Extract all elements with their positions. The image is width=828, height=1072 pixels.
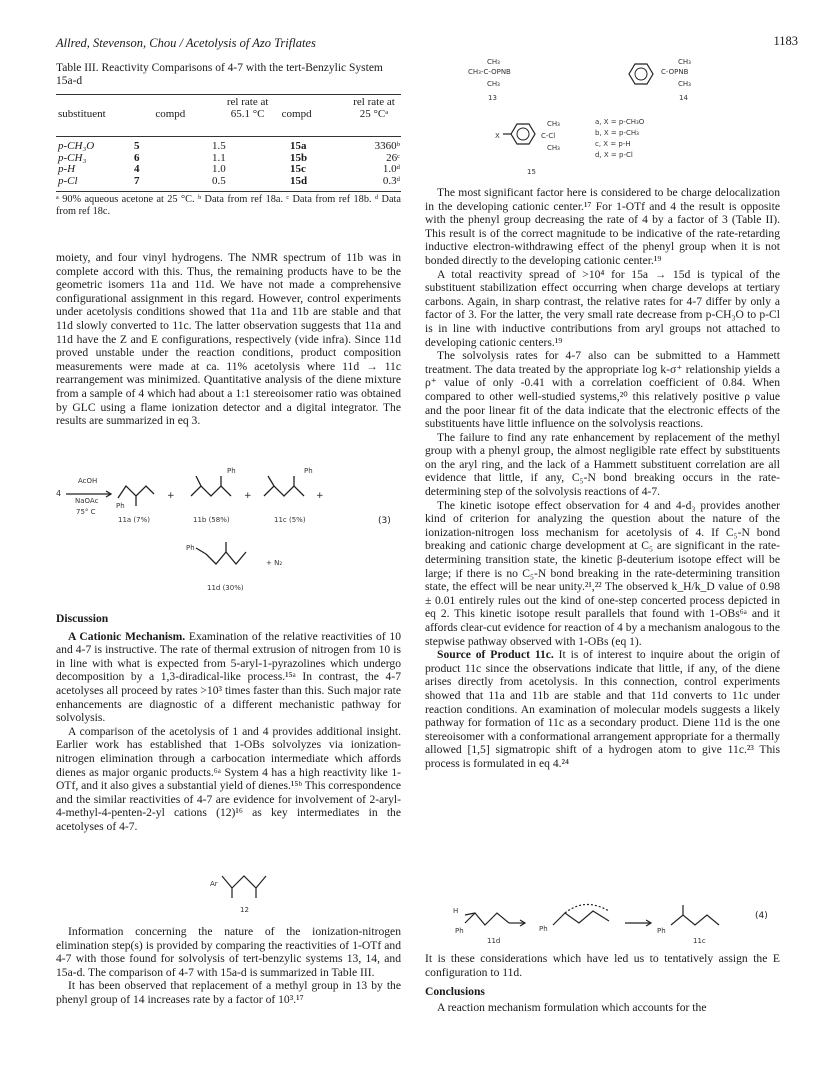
eq3-structures-svg [56,464,401,604]
benzene-ring-15 [503,118,543,148]
eq3-ph-11a: Ph [116,502,125,510]
cationic-paragraph: A Cationic Mechanism. Examination of the relative reactivities of 10 and 4-7 is instructive. The rate of thermal extrusion of nitrogen from 10 is in line with what is expected from 5-aryl-1-pyrazolines which undergo decomposition by a 1,3-diradical-like process.¹⁵ᵃ In contrast, the 4-7 acetolyses all proceed by rates >10³ times faster than this. Such major rate enhancements are diagnostic of a different mechanistic pathway for solvolysis. [56,629,402,725]
eq3-n2: + N₂ [266,559,283,567]
col-compd2: compd [281,107,312,120]
eq4-ph-11d: Ph [455,927,464,935]
equation-4 [425,893,780,953]
eq3-start: 4 [56,489,62,498]
structure-12-svg [210,858,290,918]
structure-13-label: 13 [488,94,497,102]
eq3-ph-11b: Ph [227,467,236,475]
equation-3 [56,464,401,604]
label-11b: 11b (58%) [193,516,230,524]
col-compd: compd [155,107,186,120]
plus-sign: + [167,491,175,501]
right-col-text: The most significant factor here is considered to be charge delocalization in the developing cationic center.¹⁷ For 1-OTf and 4 the result is opposite with the phenyl group decreasing the rate of 4 by a factor of 3 (Table II). This result is of the correct magnitude to be indicative of the rate-retarding inductive electron-withdrawing effect of the phenyl group when it is not bonded directly to the developing cationic center.¹⁹ A total reactivity spread of >10⁴ for 15a → 15d is typical of the substituent stabilization effect occurring when charge develops at tertiary carbons. Again, in sharp contrast, the relative rates for 4-7 differ by only a factor of 3. For the latter, the very small rate decrease from p-CH₃O to p-Cl is in line with inductive contributions from aryl groups not attached to developing cationic centers.¹⁹ The solvolysis rates for 4-7 also can be submitted to a Hammett treatment. The data treated by the appropriate log k-σ⁺ relationship yields a ρ⁺ value of only -0.41 with a correlation coefficient of 0.84. When compared to other well-studied systems,²⁰ this relatively positive ρ value and the poor linear fit of the data indicate that the electronic effects of the substituents have little influence on the solvolysis reactions. The failure to find any rate enhancement by replacement of the methyl group with a phenyl group, the almost negligible rate effect by substituents on the aryl ring, and the lack of a Hammett substituent correlation are all evidence that little, if any, C₅-N bond breaking occurs in the rate-determining step of the solvolysis reactions of 4-7. The kinetic isotope effect observation for 4 and 4-d₃ provides another kind of criterion for analyzing the question about the nature of the ionization-nitrogen loss mechanism for acetolysis of 4. If C₅-N bond breaking and cationic charge development at C₅ are significant in the rate-determining transition state, the kinetic β-deuterium isotope effect will be large; if there is no C₅-N bond breaking in the rate-determining transition state, the effect will be near unity.²¹,²² The observed k_H/k_D value of 0.98 ± 0.01 entirely rules out the kind of one-step concerted process depicted in eq 2. This kinetic isotope result parallels that found with 1-OBs⁶ᵃ and it affords clear-cut evidence for reaction of 4 by a mechanism analogous to the stepwise pathway observed with 1-OBs (eq 1). Source of Product 11c. It is of interest to inquire about the origin of product 11c since the observations indicate that little, if any, of the diene arises directly from acetolysis. In this connection, control experiments showed that 11a and 11b are stable and that 11d converts to 11c under reaction conditions. An examination of molecular models suggests a likely pathway for formation of 11c as a secondary product. Diene 11d is the one stereoisomer with a conformational arrangement appropriate for a thermally allowed [1,5] sigmatropic shift of a hydrogen atom to give 11c.²³ This process is formulated in eq 4.²⁴ [425,186,780,770]
structure-12-ar: Ar [210,880,218,888]
table-row: p-Cl 7 0.5 15d 0.3ᵈ [58,174,400,187]
left-col-bottom: Information concerning the nature of the ionization-nitrogen elimination step(s) is provided by comparing the reactivities of 1-OTf and 4-7 with those found for solvolysis of tert-benzylic systems 13, 14, and 15a-d. The comparison of 4-7 with 15a-d is summarized in Table III. It has been observed that replacement of a methyl group in 13 by the phenyl group of 14 increases rate by a factor of 10³.¹⁷ [56,925,401,1006]
structure-12-label: 12 [240,906,249,914]
equation-4-svg [425,893,780,953]
structure-14: C-OPNB [661,68,689,76]
right-col-bottom: It is these considerations which have led us to tentatively assign the E configuration to 11d. Conclusions A reaction mechanism formulation which accounts for the [425,952,780,1014]
structure-15-label: 15 [527,168,536,176]
left-col-discussion [56,612,401,834]
eq3-reagent-acoh: AcOH [78,477,98,485]
structure-12 [210,858,290,918]
col-substituent: substituent [58,107,106,120]
eq3-reagent-naoac: NaOAc [75,497,99,505]
table-header-rule [56,136,401,137]
eq4-h: H [453,907,459,915]
table-body [54,141,404,187]
left-paragraph-1: moiety, and four vinyl hydrogens. The NMR spectrum of 11b was in complete accord with this. Thus, the remaining products have to be the geometric isomers 11a and 11d. We have not made a comprehensive configurational assignment in this regard. However, control experiments under acetolysis conditions showed that 11a and 11b are stable and that 11d slowly converted to 11c. The latter observation suggests that 11a and 11d have the Z and E configurations, respectively (vide infra). Since 11d proved unstable under the reaction conditions, product composition measurements were made at ca. 11% acetolysis where 11d → 11c rearrangement was minimized. Quantitative analysis of the diene mixture from a sample of 4 which had about a 1:1 stereoisomer ratio was obtained by GLC using a flame ionization detector and a digital integrator. The results are summarized in eq 3. [56,251,401,428]
table-top-rule [56,94,401,95]
table-row: p-CH₃O 5 1.5 15a 3360ᵇ [58,140,400,152]
discussion-heading: Discussion [56,612,109,625]
cationic-heading: A Cationic Mechanism. [68,629,186,643]
page-number: 1183 [773,34,798,48]
structures-13-14-15: CH₃ CH₃-C-OPNB CH₃ 13 CH₃ C-OPNB CH₃ 14 X CH₃ C-Cl CH₃ 15 a, X = p-CH₃O b, X = p-CH₃ c, X = p-H d, X = p-Cl [468,58,691,176]
table-title: Table III. Reactivity Comparisons of 4-7 with the tert-Benzylic System 15a-d [56,62,383,87]
left-paragraph-3: A comparison of the acetolysis of 1 and 4 provides additional insight. Earlier work has established that 1-OBs solvolyzes via ionization-nitrogen elimination through a carbocation intermediate which affords dienes as major organic products.⁶ᵃ System 4 has a high reactivity like 1-OTf, and it also gives a substantial yield of dienes.¹⁵ᵇ This correspondence and the similar reactivities of 4-7 are evidence for involvement of 2-aryl-4-methyl-4-penten-2-yl cations (12)¹⁶ as key intermediates in the acetolyses of 4-7. [56,724,401,833]
structure-13: CH₃-C-OPNB [468,68,511,76]
eq4-ph-ts: Ph [539,925,548,933]
table-iii [54,97,404,120]
benzene-ring-14 [621,60,661,90]
eq3-number: (3) [378,516,391,526]
col-relrate-25: rel rate at 25 °Cᵃ [353,96,395,120]
table-bottom-rule [56,191,401,192]
eq3-ph-11c: Ph [304,467,313,475]
running-title: Allred, Stevenson, Chou / Acetolysis of Azo Triflates [56,36,316,50]
eq4-label-11c: 11c [693,937,706,945]
label-11d: 11d (30%) [207,584,244,592]
table-row: p-H 4 1.0 15c 1.0ᵈ [58,163,400,176]
table-row: p-CH₃ 6 1.1 15b 26ᶜ [58,151,400,164]
label-11c: 11c (5%) [274,516,306,524]
table-footnote: ᵃ 90% aqueous acetone at 25 °C. ᵇ Data from ref 18a. ᶜ Data from ref 18b. ᵈ Data from ref 18c. [56,194,401,217]
plus-sign: + [316,491,324,501]
source-heading: Source of Product 11c. [437,648,554,662]
eq4-label-11d: 11d [487,937,501,945]
eq4-ph-11c: Ph [657,927,666,935]
eq4-number: (4) [755,911,768,921]
eq3-reagent-temp: 75° C [76,508,96,516]
label-11a: 11a (7%) [118,516,150,524]
structure-14-label: 14 [679,94,688,102]
structure-15: C-Cl [541,132,556,140]
conclusions-heading: Conclusions [425,985,485,999]
source-paragraph: Source of Product 11c. It is of interest to inquire about the origin of product 11c since the observations indicate that little, if any, of the diene arises directly from acetolysis. In this connection, control experiments showed that 11a and 11b are stable and that 11d converts to 11c under reaction conditions. An examination of molecular models suggests a likely pathway for formation of 11c as a secondary product. Diene 11d is the one stereoisomer with a conformational arrangement appropriate for a thermally allowed [1,5] sigmatropic shift of a hydrogen atom to give 11c.²³ This process is formulated in eq 4.²⁴ [425,648,780,770]
plus-sign: + [244,491,252,501]
table-header-row [54,97,404,120]
col-relrate-65: rel rate at 65.1 °C [226,96,269,120]
eq3-ph-11d: Ph [186,544,195,552]
